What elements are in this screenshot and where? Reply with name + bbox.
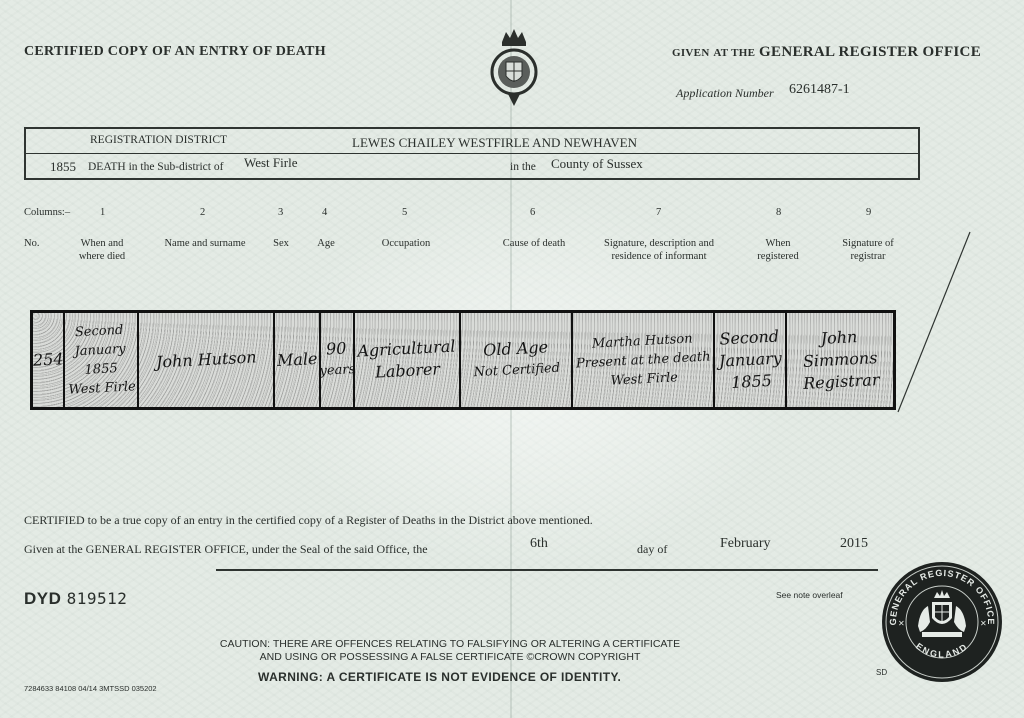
day-of-label: day of	[637, 542, 668, 556]
identity-warning: WARNING: A CERTIFICATE IS NOT EVIDENCE OF IDENTITY.	[258, 670, 622, 684]
caution-line-2: AND USING OR POSSESSING A FALSE CERTIFICATE ©CROWN COPYRIGHT	[259, 651, 641, 663]
column-number-3: 3	[278, 207, 284, 218]
header-age: Age	[317, 238, 335, 249]
application-number: 6261487-1	[789, 82, 850, 97]
entry-cause-2: Not Certified	[472, 360, 561, 381]
royal-arms-seal-icon	[880, 560, 1004, 684]
entry-registrar-cell	[787, 313, 893, 407]
column-number-8: 8	[776, 207, 782, 218]
header-cause: Cause of death	[502, 238, 566, 249]
caution-notice	[150, 638, 750, 664]
given-prefix: GIVEN	[672, 47, 710, 59]
entry-informant-residence: West Firle	[609, 369, 678, 389]
in-the-label: in the	[510, 161, 536, 173]
svg-text:✕: ✕	[898, 619, 905, 628]
certification-day: 6th	[530, 536, 548, 551]
entry-when-month: January	[74, 341, 127, 360]
registration-district-label: REGISTRATION DISTRICT	[90, 134, 228, 146]
entry-occupation-1: Agricultural	[356, 336, 456, 361]
sub-district-name: West Firle	[244, 155, 298, 170]
certification-statement: CERTIFIED to be a true copy of an entry in the certified copy of a Register of Deaths in the District above mentioned.	[24, 513, 593, 527]
entry-occupation-2: Laborer	[374, 359, 441, 382]
header-sex: Sex	[273, 238, 289, 249]
svg-text:✕: ✕	[980, 619, 987, 628]
column-number-6: 6	[530, 207, 536, 218]
column-number-5: 5	[402, 207, 408, 218]
application-label: Application Number	[676, 86, 774, 100]
district-box-divider	[26, 153, 918, 154]
certification-underline	[216, 569, 878, 571]
entry-sex-cell	[275, 313, 321, 407]
death-year: 1855	[50, 159, 76, 174]
entry-sex: Male	[276, 348, 318, 371]
entry-informant-name: Martha Hutson	[591, 330, 693, 352]
column-number-1: 1	[100, 207, 106, 218]
header-no: No.	[24, 238, 40, 249]
entry-cause-1: Old Age	[482, 337, 549, 360]
entry-occupation-cell	[355, 313, 461, 407]
office-heading	[672, 44, 981, 61]
entry-informant-desc: Present at the death	[575, 348, 711, 372]
entry-registrar-title: Registrar	[802, 369, 880, 393]
columns-label: Columns:–	[24, 207, 71, 218]
column-number-7: 7	[656, 207, 662, 218]
royal-crest-icon	[488, 26, 540, 110]
see-note-overleaf: See note overleaf	[776, 590, 843, 600]
entry-age-unit: years	[319, 362, 356, 379]
entry-registered-year: 1855	[730, 370, 772, 393]
entry-informant-cell	[573, 313, 715, 407]
seal-text-bottom: ENGLAND	[913, 640, 971, 660]
given-at-the: AT THE	[713, 47, 756, 59]
entry-age-cell	[321, 313, 355, 407]
column-number-9: 9	[866, 207, 872, 218]
entry-row	[30, 310, 896, 410]
entry-age-value: 90	[325, 338, 348, 359]
entry-when-where-cell	[65, 313, 139, 407]
caution-line-1: CAUTION: THERE ARE OFFENCES RELATING TO FALSIFYING OR ALTERING A CERTIFICATE	[219, 638, 681, 650]
column-number-2: 2	[200, 207, 206, 218]
serial-number	[24, 589, 127, 609]
entry-registered-day: Second	[718, 326, 780, 349]
certification-month: February	[720, 536, 771, 551]
entry-no-cell	[33, 313, 65, 407]
entry-when-year: 1855	[84, 361, 119, 378]
seal-text-top: GENERAL REGISTER OFFICE	[887, 567, 997, 626]
serial-prefix: DYD	[24, 589, 62, 608]
sub-district-label: DEATH in the Sub-district of	[88, 161, 224, 173]
column-number-4: 4	[322, 207, 328, 218]
registration-district-name: LEWES CHAILEY WESTFIRLE AND NEWHAVEN	[352, 135, 638, 150]
header-when-registered: When registered	[757, 238, 799, 262]
certification-year: 2015	[840, 536, 868, 551]
header-name: Name and surname	[164, 238, 246, 249]
entry-name-cell	[139, 313, 275, 407]
entry-name: John Hutson	[155, 347, 257, 372]
serial-digits: 819512	[66, 589, 128, 608]
header-occupation: Occupation	[381, 238, 431, 249]
office-name: GENERAL REGISTER OFFICE	[759, 44, 981, 60]
county-name: County of Sussex	[551, 156, 643, 171]
given-at-statement: Given at the GENERAL REGISTER OFFICE, under the Seal of the said Office, the	[24, 542, 428, 556]
entry-registered-cell	[715, 313, 787, 407]
print-code: 7284633 84108 04/14 3MTSSD 035202	[24, 684, 157, 693]
entry-registered-month: January	[718, 348, 782, 371]
entry-no: 254	[32, 349, 64, 370]
entry-registrar-last: Simmons	[802, 348, 878, 371]
entry-registrar-first: John	[820, 327, 858, 348]
entry-when-day: Second	[74, 322, 125, 341]
header-registrar: Signature of registrar	[842, 238, 894, 262]
entry-cause-cell	[461, 313, 573, 407]
entry-where-place: West Firle	[68, 379, 137, 398]
sd-mark: SD	[876, 668, 888, 677]
header-when-where: When and where died	[78, 238, 126, 262]
certificate-title: CERTIFIED COPY OF AN ENTRY OF DEATH	[24, 44, 326, 59]
header-informant: Signature, description and residence of informant	[604, 238, 714, 262]
